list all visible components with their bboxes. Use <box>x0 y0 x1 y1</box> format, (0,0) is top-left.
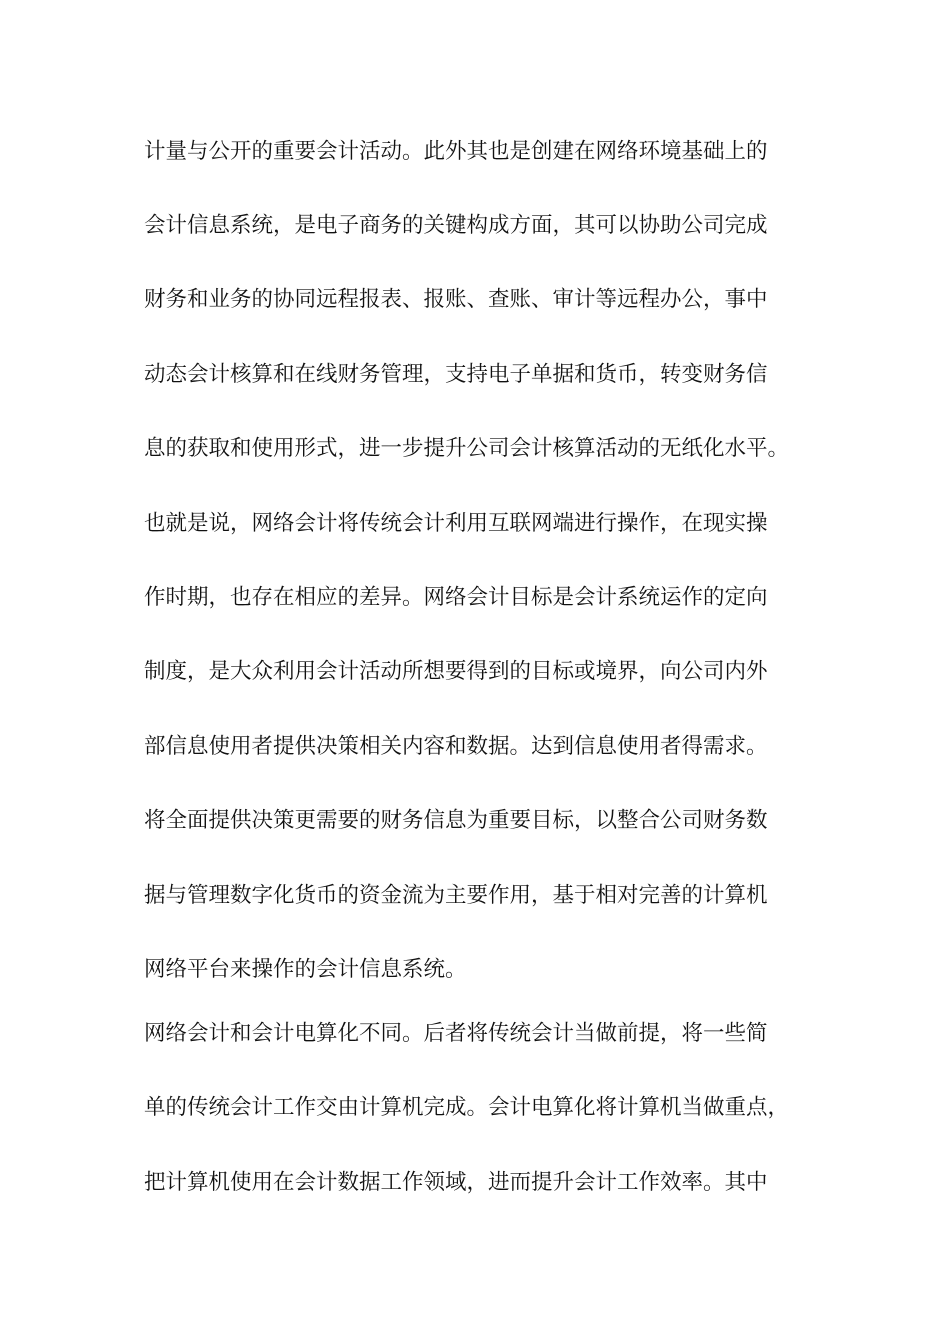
text-line: 单的传统会计工作交由计算机完成。会计电算化将计算机当做重点， <box>144 1095 790 1120</box>
text-line: 计量与公开的重要会计活动。此外其也是创建在网络环境基础上的 <box>144 139 768 164</box>
text-line: 网络会计和会计电算化不同。后者将传统会计当做前提，将一些简 <box>144 1021 768 1046</box>
text-line: 把计算机使用在会计数据工作领域，进而提升会计工作效率。其中 <box>144 1170 768 1195</box>
text-line: 也就是说，网络会计将传统会计利用互联网端进行操作，在现实操 <box>144 511 768 536</box>
text-line: 将全面提供决策更需要的财务信息为重要目标，以整合公司财务数 <box>144 808 768 833</box>
text-line: 据与管理数字化货币的资金流为主要作用，基于相对完善的计算机 <box>144 883 768 908</box>
text-line: 动态会计核算和在线财务管理，支持电子单据和货币，转变财务信 <box>144 362 768 387</box>
text-line: 会计信息系统，是电子商务的关键构成方面，其可以协助公司完成 <box>144 213 768 238</box>
text-line: 财务和业务的协同远程报表、报账、查账、审计等远程办公，事中 <box>144 287 768 312</box>
text-line: 网络平台来操作的会计信息系统。 <box>144 957 467 982</box>
text-line: 息的获取和使用形式，进一步提升公司会计核算活动的无纸化水平。 <box>144 436 790 461</box>
text-line: 部信息使用者提供决策相关内容和数据。达到信息使用者得需求。 <box>144 734 768 759</box>
text-line: 制度，是大众利用会计活动所想要得到的目标或境界，向公司内外 <box>144 659 768 684</box>
text-line: 作时期，也存在相应的差异。网络会计目标是会计系统运作的定向 <box>144 585 768 610</box>
